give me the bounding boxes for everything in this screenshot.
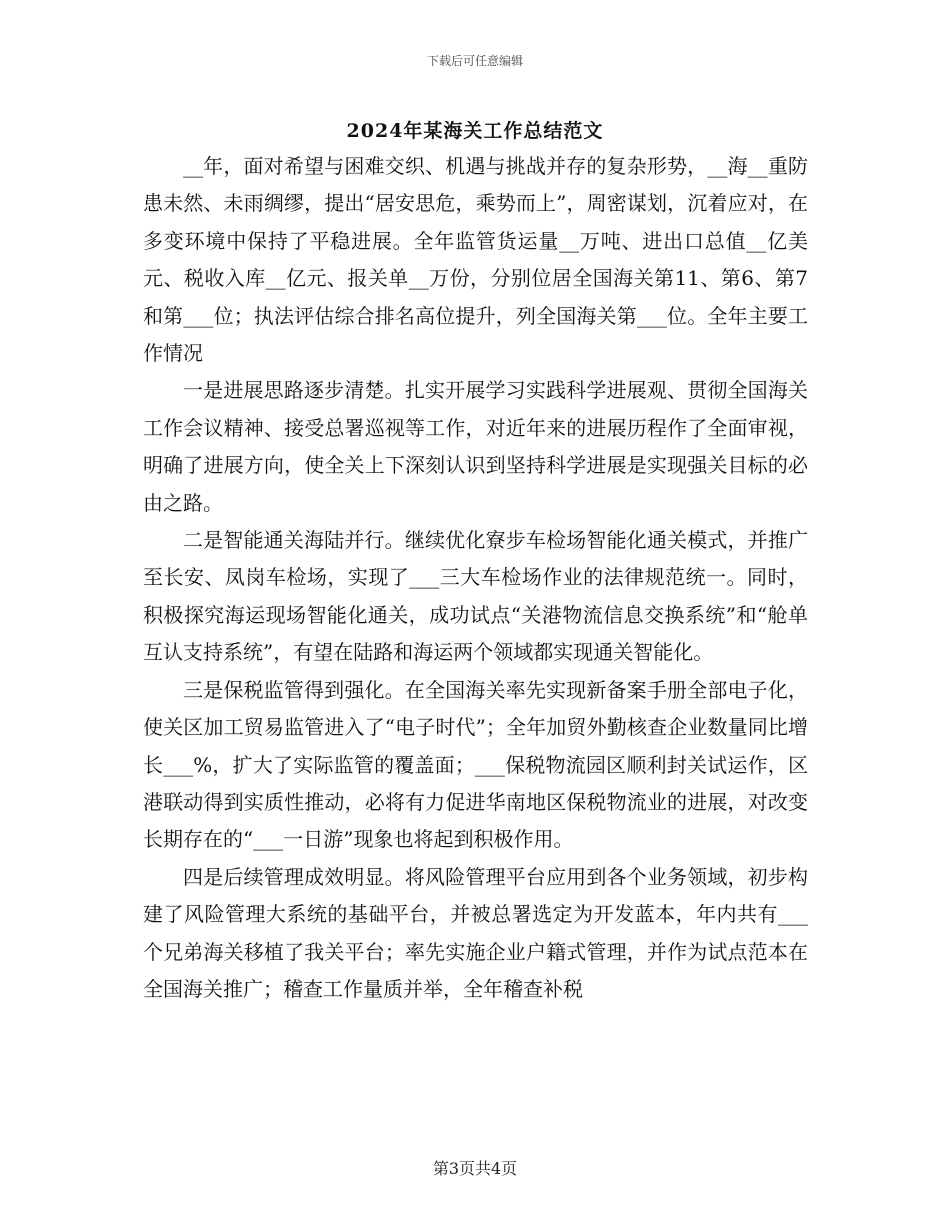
page-header: 下载后可任意编辑 bbox=[426, 54, 523, 68]
page-number: 第3页共4页 bbox=[432, 1159, 518, 1178]
paragraph-2: 二是智能通关海陆并行。继续优化寮步车检场智能化通关模式，并推广至长安、凤岗车检场，实现了___三大车检场作业的法律规范统一。同时，积极探究海运现场智能化通关，成功试点“关港物流信息交换系统”和“舱单互认支持系统”，有望在陆路和海运两个领域都实现通关智能化。 bbox=[143, 528, 808, 665]
paragraph-intro: __年，面对希望与困难交织、机遇与挑战并存的复杂形势，__海__重防患未然、未雨绸缪，提出“居安思危，乘势而上”，周密谋划，沉着应对，在多变环境中保持了平稳进展。全年监管货运量__万吨、进出口总值__亿美元、税收入库__亿元、报关单__万份，分别位居全国海关第11、第6、第7和第___位；执法评估综合排名高位提升，列全国海关第___位。全年主要工作情况 bbox=[143, 154, 808, 366]
document-body bbox=[143, 148, 808, 1008]
paragraph-3: 三是保税监管得到强化。在全国海关率先实现新备案手册全部电子化，使关区加工贸易监管进入了“电子时代”；全年加贸外勤核查企业数量同比增长___%，扩大了实际监管的覆盖面；___保税物流园区顺利封关试运作，区港联动得到实质性推动，必将有力促进华南地区保税物流业的进展，对改变长期存在的“___一日游”现象也将起到积极作用。 bbox=[143, 677, 808, 852]
paragraph-1: 一是进展思路逐步清楚。扎实开展学习实践科学进展观、贯彻全国海关工作会议精神、接受总署巡视等工作，对近年来的进展历程作了全面审视，明确了进展方向，使全关上下深刻认识到坚持科学进展是实现强关目标的必由之路。 bbox=[143, 378, 808, 515]
paragraph-4: 四是后续管理成效明显。将风险管理平台应用到各个业务领域，初步构建了风险管理大系统的基础平台，并被总署选定为开发蓝本，年内共有___个兄弟海关移植了我关平台；率先实施企业户籍式管理，并作为试点范本在全国海关推广；稽查工作量质并举，全年稽查补税 bbox=[143, 864, 808, 1001]
document-title: 2024年某海关工作总结范文 bbox=[346, 120, 604, 142]
